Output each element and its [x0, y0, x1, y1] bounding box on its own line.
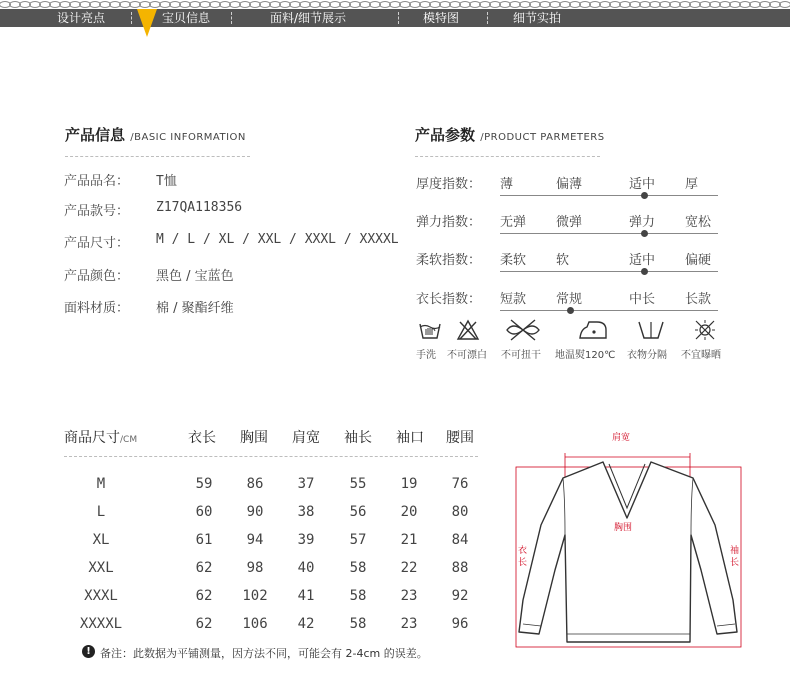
care-label-hand-wash: 手洗 — [416, 350, 436, 361]
table-cell: 56 — [349, 504, 367, 520]
chain-link — [290, 2, 301, 8]
chain-link — [490, 2, 501, 8]
chain-link — [400, 2, 411, 8]
param-scale-line — [500, 310, 718, 311]
chain-link — [260, 2, 271, 8]
table-cell: 42 — [297, 616, 315, 632]
size-table-title-text: 商品尺寸 — [64, 430, 120, 446]
chain-link — [740, 2, 751, 8]
diagram-label-chest: 胸围 — [614, 523, 633, 533]
chain-link — [660, 2, 671, 8]
table-cell: 38 — [297, 504, 315, 520]
chain-link — [450, 2, 461, 8]
chain-link — [180, 2, 191, 8]
param-option: 弹力 — [629, 215, 656, 230]
chain-link — [300, 2, 311, 8]
care-label-low-iron: 地温熨120℃ — [555, 350, 616, 361]
chain-link — [270, 2, 281, 8]
chain-link — [330, 2, 341, 8]
chain-link — [540, 2, 551, 8]
table-cell: 37 — [297, 476, 315, 492]
chain-link — [80, 2, 91, 8]
chain-link — [130, 2, 141, 8]
chain-link — [570, 2, 581, 8]
chain-link — [60, 2, 71, 8]
table-cell: 92 — [451, 588, 469, 604]
table-cell: 58 — [349, 588, 367, 604]
info-value-color: 黑色 / 宝蓝色 — [156, 269, 234, 284]
chain-link — [760, 2, 771, 8]
param-scale-line — [500, 195, 718, 196]
no-sun-dry-icon — [692, 318, 718, 342]
nav-divider — [487, 12, 488, 24]
chain-link — [140, 2, 151, 8]
chain-link — [370, 2, 381, 8]
care-label-no-wring: 不可扭干 — [501, 350, 541, 361]
chain-link — [170, 2, 181, 8]
param-option: 宽松 — [685, 215, 712, 230]
col-header-length: 衣长 — [188, 430, 216, 446]
info-value-material: 棉 / 聚酯纤维 — [156, 301, 234, 316]
chain-link — [150, 2, 161, 8]
param-option: 偏薄 — [556, 177, 583, 192]
chain-link — [310, 2, 321, 8]
param-option: 柔软 — [500, 253, 527, 268]
wash-separately-icon — [636, 318, 666, 342]
chain-link — [190, 2, 201, 8]
table-cell: 80 — [451, 504, 469, 520]
size-table-divider — [64, 456, 478, 457]
nav-divider — [398, 12, 399, 24]
size-cell: M — [96, 476, 106, 492]
chain-link — [210, 2, 221, 8]
param-label: 弹力指数： — [416, 215, 482, 230]
table-cell: 20 — [400, 504, 418, 520]
param-label: 柔软指数： — [416, 253, 482, 268]
chain-link — [560, 2, 571, 8]
params-divider — [415, 156, 600, 157]
nav-item-design[interactable]: 设计亮点 — [57, 11, 106, 25]
param-option: 中长 — [629, 292, 656, 307]
param-option: 适中 — [629, 177, 656, 192]
care-label-wash-separately: 衣物分隔 — [627, 350, 667, 361]
chain-link — [0, 2, 11, 8]
diagram-label-length: 衣长 — [518, 546, 528, 568]
chain-link — [720, 2, 731, 8]
chain-link — [630, 2, 641, 8]
table-cell: 60 — [195, 504, 213, 520]
chain-link — [510, 2, 521, 8]
param-label: 厚度指数： — [416, 177, 482, 192]
chain-link — [590, 2, 601, 8]
table-cell: 76 — [451, 476, 469, 492]
chain-link — [780, 2, 790, 8]
chain-link — [70, 2, 81, 8]
chain-link — [50, 2, 61, 8]
chain-link — [100, 2, 111, 8]
chain-link — [610, 2, 621, 8]
param-selected-dot — [567, 307, 574, 314]
chain-link — [30, 2, 41, 8]
chain-link — [460, 2, 471, 8]
size-cell: XL — [92, 532, 110, 548]
param-selected-dot — [641, 268, 648, 275]
chain-link — [240, 2, 251, 8]
chain-link — [750, 2, 761, 8]
table-cell: 41 — [297, 588, 315, 604]
table-cell: 62 — [195, 560, 213, 576]
chain-link — [280, 2, 291, 8]
table-cell: 84 — [451, 532, 469, 548]
table-cell: 88 — [451, 560, 469, 576]
param-option: 适中 — [629, 253, 656, 268]
chain-link — [220, 2, 231, 8]
diagram-label-sleeve: 袖长 — [730, 546, 740, 568]
param-option: 厚 — [685, 177, 699, 192]
table-cell: 22 — [400, 560, 418, 576]
params-section-title — [415, 124, 605, 145]
care-label-no-bleach: 不可漂白 — [447, 350, 487, 361]
chain-link — [20, 2, 31, 8]
table-cell: 106 — [242, 616, 268, 632]
chain-link — [120, 2, 131, 8]
chain-link — [640, 2, 651, 8]
param-option: 长款 — [685, 292, 712, 307]
info-label-name: 产品品名： — [64, 174, 130, 189]
table-cell: 23 — [400, 588, 418, 604]
info-label-color: 产品颜色： — [64, 269, 130, 284]
size-cell: XXL — [88, 560, 114, 576]
table-cell: 39 — [297, 532, 315, 548]
nav-divider — [131, 12, 132, 24]
nav-item-fabric-detail[interactable]: 面料/细节展示 — [270, 11, 347, 25]
nav-divider — [231, 12, 232, 24]
size-cell: XXXL — [84, 588, 118, 604]
diagram-label-shoulder: 肩宽 — [612, 433, 631, 443]
active-nav-marker-icon — [137, 9, 157, 37]
chain-link — [520, 2, 531, 8]
chain-link — [410, 2, 421, 8]
col-header-shoulder: 肩宽 — [292, 430, 320, 446]
chain-link — [110, 2, 121, 8]
chain-link — [470, 2, 481, 8]
table-cell: 62 — [195, 616, 213, 632]
chain-link — [440, 2, 451, 8]
table-cell: 23 — [400, 616, 418, 632]
chain-link — [600, 2, 611, 8]
table-cell: 19 — [400, 476, 418, 492]
col-header-chest: 胸围 — [240, 430, 268, 446]
info-subtitle: /BASIC INFORMATION — [130, 132, 246, 143]
chain-link — [160, 2, 171, 8]
table-cell: 86 — [246, 476, 264, 492]
info-section-title — [65, 124, 246, 145]
chain-link — [340, 2, 351, 8]
size-cell: L — [96, 504, 106, 520]
param-option: 软 — [556, 253, 570, 268]
table-cell: 58 — [349, 616, 367, 632]
param-option: 常规 — [556, 292, 583, 307]
info-divider — [65, 156, 250, 157]
info-value-size: M / L / XL / XXL / XXXL / XXXXL — [156, 232, 399, 247]
size-table-unit: /CM — [120, 435, 138, 445]
nav-item-detail-photo[interactable]: 细节实拍 — [513, 11, 562, 25]
chain-link — [700, 2, 711, 8]
chain-link — [390, 2, 401, 8]
info-title: 产品信息 — [65, 126, 126, 144]
table-cell: 57 — [349, 532, 367, 548]
param-option: 无弹 — [500, 215, 527, 230]
chain-link — [380, 2, 391, 8]
no-wring-icon — [503, 318, 543, 342]
chain-link — [10, 2, 21, 8]
param-option: 短款 — [500, 292, 527, 307]
chain-link — [320, 2, 331, 8]
table-cell: 90 — [246, 504, 264, 520]
garment-diagram — [505, 420, 755, 660]
chain-link — [250, 2, 261, 8]
chain-link — [40, 2, 51, 8]
table-cell: 94 — [246, 532, 264, 548]
chain-link — [430, 2, 441, 8]
table-cell: 40 — [297, 560, 315, 576]
info-label-material: 面料材质： — [64, 301, 130, 316]
chain-link — [200, 2, 211, 8]
params-title: 产品参数 — [415, 126, 476, 144]
table-cell: 59 — [195, 476, 213, 492]
size-note: 备注：此数据为平铺测量，因方法不同，可能会有 2-4cm 的误差。 — [100, 647, 428, 660]
chain-border — [0, 0, 790, 9]
chain-link — [360, 2, 371, 8]
chain-link — [530, 2, 541, 8]
chain-link — [650, 2, 661, 8]
nav-item-model[interactable]: 模特图 — [423, 11, 460, 25]
chain-link — [500, 2, 511, 8]
low-iron-icon — [577, 318, 609, 342]
chain-link — [620, 2, 631, 8]
table-cell: 102 — [242, 588, 268, 604]
table-cell: 58 — [349, 560, 367, 576]
info-label-style-no: 产品款号： — [64, 204, 130, 219]
hand-wash-icon — [418, 318, 442, 342]
nav-item-product-info[interactable]: 宝贝信息 — [162, 11, 211, 25]
size-table-title — [64, 427, 137, 447]
info-value-name: T恤 — [156, 174, 177, 189]
chain-link — [420, 2, 431, 8]
table-cell: 55 — [349, 476, 367, 492]
size-cell: XXXXL — [79, 616, 123, 632]
info-label-size: 产品尺寸： — [64, 236, 130, 251]
col-header-waist: 腰围 — [446, 430, 474, 446]
chain-link — [230, 2, 241, 8]
params-subtitle: /PRODUCT PARMETERS — [480, 132, 605, 143]
param-selected-dot — [641, 192, 648, 199]
table-cell: 21 — [400, 532, 418, 548]
param-option: 微弹 — [556, 215, 583, 230]
param-scale-line — [500, 233, 718, 234]
chain-link — [350, 2, 361, 8]
table-cell: 96 — [451, 616, 469, 632]
info-value-style-no: Z17QA118356 — [156, 200, 243, 215]
top-nav-bar — [0, 0, 790, 34]
chain-link — [670, 2, 681, 8]
param-option: 偏硬 — [685, 253, 712, 268]
col-header-sleeve: 袖长 — [344, 430, 372, 446]
info-alert-icon: ! — [82, 645, 95, 658]
chain-link — [690, 2, 701, 8]
chain-link — [480, 2, 491, 8]
chain-link — [770, 2, 781, 8]
param-label: 衣长指数： — [416, 292, 482, 307]
table-cell: 61 — [195, 532, 213, 548]
table-cell: 98 — [246, 560, 264, 576]
chain-link — [730, 2, 741, 8]
chain-link — [710, 2, 721, 8]
table-cell: 62 — [195, 588, 213, 604]
care-label-no-sun-dry: 不宜曝晒 — [681, 350, 721, 361]
chain-link — [90, 2, 101, 8]
param-selected-dot — [641, 230, 648, 237]
nav-strip — [0, 9, 790, 27]
param-option: 薄 — [500, 177, 514, 192]
chain-link — [680, 2, 691, 8]
chain-link — [550, 2, 561, 8]
no-bleach-icon — [456, 318, 480, 342]
col-header-cuff: 袖口 — [396, 430, 424, 446]
param-scale-line — [500, 271, 718, 272]
chain-link — [580, 2, 591, 8]
